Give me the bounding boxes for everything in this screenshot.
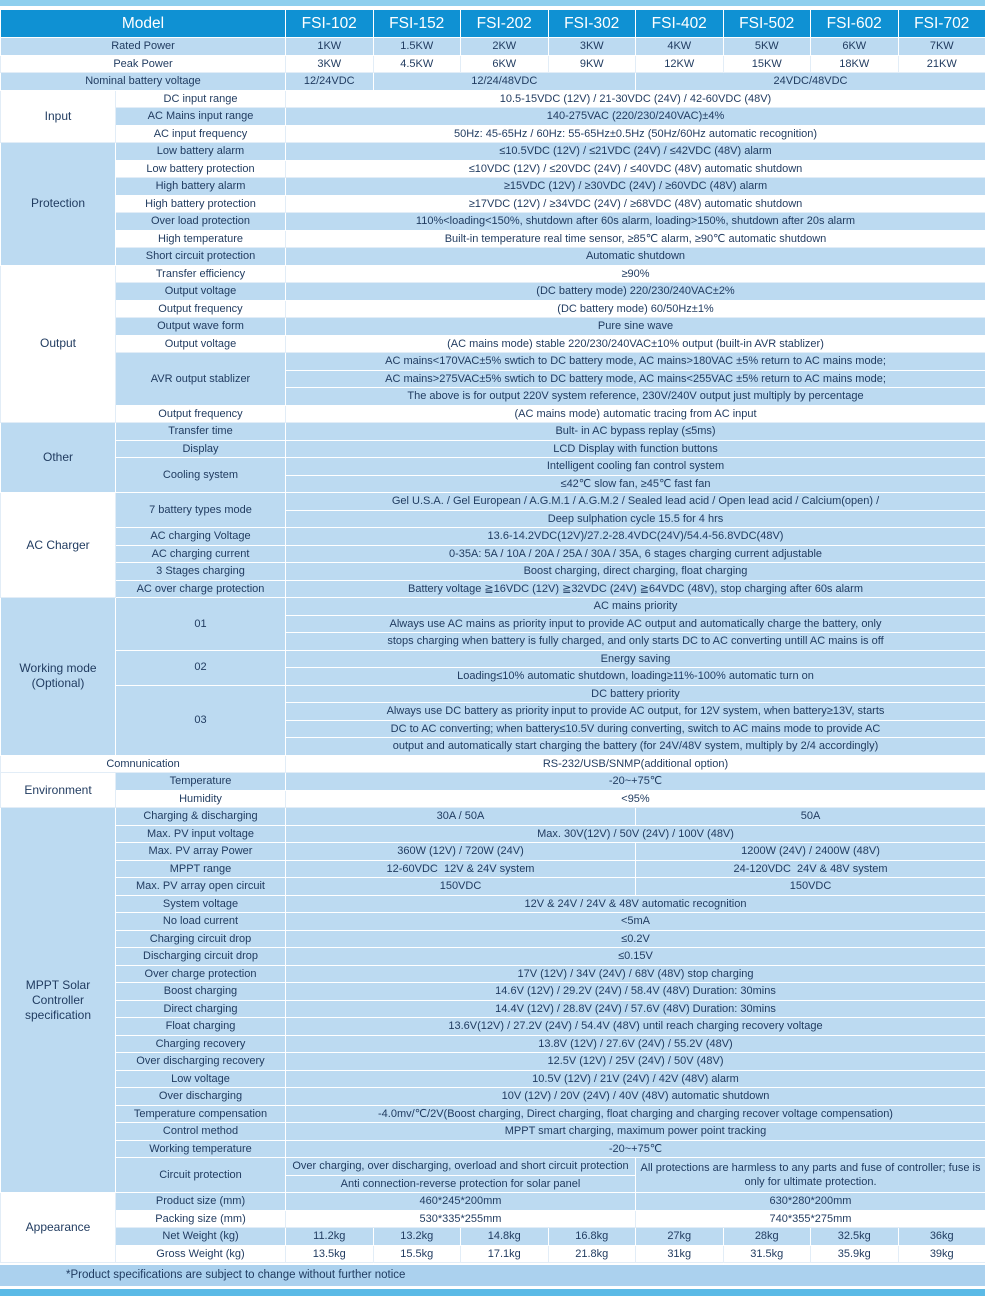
table-row [1,38,985,56]
value-cell: 14.6V (12V) / 29.2V (24V) / 58.4V (48V) Duration: 30mins [286,983,985,1001]
value-cell: Pure sine wave [286,318,985,336]
row-label: Boost charging [116,983,286,1001]
row-label: Short circuit protection [116,248,286,266]
row-label: AC over charge protection [116,580,286,598]
value-cell: 50Hz: 45-65Hz / 60Hz: 55-65Hz±0.5Hz (50Hz/60Hz automatic recognition) [286,125,985,143]
value-cell: 17V (12V) / 34V (24V) / 68V (48V) stop charging [286,965,985,983]
table-row [1,1053,985,1071]
table-row [1,878,985,896]
header-row [1,10,985,38]
value-cell: ≤10.5VDC (12V) / ≤21VDC (24V) / ≤42VDC (48V) alarm [286,143,985,161]
value-cell: 11.2kg [286,1228,374,1246]
table-row [1,213,985,231]
row-label: Net Weight (kg) [116,1228,286,1246]
row-label: AVR output stablizer [116,353,286,406]
value-cell: <5mA [286,913,985,931]
value-cell: 4KW [636,38,724,56]
value-cell: 12.5V (12V) / 25V (24V) / 50V (48V) [286,1053,985,1071]
value-cell: 10.5-15VDC (12V) / 21-30VDC (24V) / 42-60VDC (48V) [286,90,985,108]
row-label: High temperature [116,230,286,248]
value-cell: 36kg [898,1228,985,1246]
value-cell: 12KW [636,55,724,73]
row-label: High battery protection [116,195,286,213]
value-cell: 28kg [723,1228,811,1246]
value-cell: 35.9kg [811,1245,899,1263]
row-label: High battery alarm [116,178,286,196]
value-cell: 50A [636,808,985,826]
row-label: 02 [116,650,286,685]
value-cell: ≤42℃ slow fan, ≥45℃ fast fan [286,475,985,493]
value-cell: 9KW [548,55,636,73]
row-label: Max. PV array Power [116,843,286,861]
value-cell: Gel U.S.A. / Gel European / A.G.M.1 / A.G.M.2 / Sealed lead acid / Open lead acid / Calcium(open) / [286,493,985,511]
value-cell: 5KW [723,38,811,56]
value-cell: AC mains<170VAC±5% swtich to DC battery mode, AC mains>180VAC ±5% return to AC mains mode; [286,353,985,371]
table-row [1,440,985,458]
table-row [1,353,985,371]
row-label: 01 [116,598,286,651]
table-row [1,825,985,843]
value-cell: 530*335*255mm [286,1210,636,1228]
value-cell: All protections are harmless to any parts and fuse of controller; fuse is only for ultimate protection. [636,1158,985,1193]
table-row [1,773,985,791]
value-cell: DC battery priority [286,685,985,703]
value-cell: 10.5V (12V) / 21V (24V) / 42V (48V) alarm [286,1070,985,1088]
value-cell: ≤10VDC (12V) / ≤20VDC (24V) / ≤40VDC (48V) automatic shutdown [286,160,985,178]
value-cell: 13.5kg [286,1245,374,1263]
value-cell: -20~+75℃ [286,773,985,791]
table-row [1,1018,985,1036]
row-label: Comnunication [1,755,286,773]
row-label: AC charging current [116,545,286,563]
table-row [1,55,985,73]
value-cell: 39kg [898,1245,985,1263]
table-row [1,965,985,983]
value-cell: The above is for output 220V system reference, 230V/240V output just multiply by percentage [286,388,985,406]
table-row [1,1210,985,1228]
value-cell: 27kg [636,1228,724,1246]
row-label: Low battery protection [116,160,286,178]
table-row [1,178,985,196]
row-label: 3 Stages charging [116,563,286,581]
row-label: Charging & discharging [116,808,286,826]
top-accent-bar [0,0,985,6]
table-row [1,1035,985,1053]
value-cell: 2KW [461,38,549,56]
table-row [1,580,985,598]
table-row [1,1140,985,1158]
table-row [1,125,985,143]
value-cell: 17.1kg [461,1245,549,1263]
group-label: Input [1,90,116,143]
value-cell: 24VDC/48VDC [636,73,985,91]
table-row [1,493,985,511]
model-header-cell: FSI-152 [373,10,461,38]
value-cell: (DC battery mode) 220/230/240VAC±2% [286,283,985,301]
value-cell: 3KW [286,55,374,73]
value-cell: Built-in temperature real time sensor, ≥85℃ alarm, ≥90℃ automatic shutdown [286,230,985,248]
model-header-cell: FSI-502 [723,10,811,38]
row-label: Nominal battery voltage [1,73,286,91]
table-row [1,598,985,616]
group-label: Protection [1,143,116,266]
row-label: Over discharging [116,1088,286,1106]
row-label: No load current [116,913,286,931]
value-cell: ≥17VDC (12V) / ≥34VDC (24V) / ≥68VDC (48V) automatic shutdown [286,195,985,213]
table-row [1,73,985,91]
row-label: 7 battery types mode [116,493,286,528]
value-cell: 14.4V (12V) / 28.8V (24V) / 57.6V (48V) Duration: 30mins [286,1000,985,1018]
value-cell: 6KW [811,38,899,56]
row-label: Float charging [116,1018,286,1036]
value-cell: AC mains>275VAC±5% swtich to DC battery mode, AC mains<255VAC ±5% return to AC mains mode; [286,370,985,388]
row-label: Output voltage [116,283,286,301]
value-cell: 740*355*275mm [636,1210,985,1228]
row-label: Max. PV input voltage [116,825,286,843]
value-cell: 13.2kg [373,1228,461,1246]
row-label: Display [116,440,286,458]
value-cell: 4.5KW [373,55,461,73]
value-cell: 630*280*200mm [636,1193,985,1211]
value-cell: Intelligent cooling fan control system [286,458,985,476]
row-label: Low battery alarm [116,143,286,161]
value-cell: 1200W (24V) / 2400W (48V) [636,843,985,861]
row-label: Temperature [116,773,286,791]
row-label: Charging recovery [116,1035,286,1053]
table-row [1,405,985,423]
table-row [1,248,985,266]
table-row [1,1088,985,1106]
value-cell: (AC mains mode) stable 220/230/240VAC±10% output (built-in AVR stablizer) [286,335,985,353]
value-cell: stops charging when battery is fully charged, and only starts DC to AC converting untill AC mains is off [286,633,985,651]
value-cell: 7KW [898,38,985,56]
value-cell: 21KW [898,55,985,73]
row-label: System voltage [116,895,286,913]
row-label: DC input range [116,90,286,108]
value-cell: 15.5kg [373,1245,461,1263]
table-row [1,1105,985,1123]
table-row [1,90,985,108]
value-cell: 0-35A: 5A / 10A / 20A / 25A / 30A / 35A, 6 stages charging current adjustable [286,545,985,563]
row-label: Over charge protection [116,965,286,983]
value-cell: 12/24/48VDC [373,73,636,91]
row-label: Output frequency [116,405,286,423]
value-cell: Boost charging, direct charging, float charging [286,563,985,581]
table-row [1,1070,985,1088]
value-cell: 13.6V(12V) / 27.2V (24V) / 54.4V (48V) until reach charging recovery voltage [286,1018,985,1036]
value-cell: Max. 30V(12V) / 50V (24V) / 100V (48V) [286,825,985,843]
value-cell: Over charging, over discharging, overload and short circuit protection [286,1158,636,1176]
row-label: Over discharging recovery [116,1053,286,1071]
value-cell: ≤0.2V [286,930,985,948]
row-label: Over load protection [116,213,286,231]
table-row [1,808,985,826]
value-cell: Deep sulphation cycle 15.5 for 4 hrs [286,510,985,528]
table-row [1,983,985,1001]
table-row [1,685,985,703]
value-cell: 460*245*200mm [286,1193,636,1211]
value-cell: ≤0.15V [286,948,985,966]
value-cell: 12-60VDC 12V & 24V system [286,860,636,878]
value-cell: <95% [286,790,985,808]
spec-table-body [1,10,985,1263]
value-cell: 140-275VAC (220/230/240VAC)±4% [286,108,985,126]
table-row [1,1193,985,1211]
row-label: Transfer efficiency [116,265,286,283]
value-cell: 110%<loading<150%, shutdown after 60s alarm, loading>150%, shutdown after 20s alarm [286,213,985,231]
row-label: AC Mains input range [116,108,286,126]
value-cell: 13.8V (12V) / 27.6V (24V) / 55.2V (48V) [286,1035,985,1053]
row-label: 03 [116,685,286,755]
value-cell: 12/24VDC [286,73,374,91]
row-label: Discharging circuit drop [116,948,286,966]
row-label: Max. PV array open circuit [116,878,286,896]
row-label: Output wave form [116,318,286,336]
value-cell: 16.8kg [548,1228,636,1246]
value-cell: LCD Display with function buttons [286,440,985,458]
group-label: Appearance [1,1193,116,1263]
table-row [1,160,985,178]
table-row [1,563,985,581]
model-header-cell: FSI-302 [548,10,636,38]
value-cell: 24-120VDC 24V & 48V system [636,860,985,878]
value-cell: 10V (12V) / 20V (24V) / 40V (48V) automatic shutdown [286,1088,985,1106]
table-row [1,335,985,353]
value-cell: 1KW [286,38,374,56]
table-row [1,230,985,248]
value-cell: Automatic shutdown [286,248,985,266]
table-row [1,948,985,966]
value-cell: 31kg [636,1245,724,1263]
model-header-cell: FSI-402 [636,10,724,38]
table-row [1,860,985,878]
row-label: Transfer time [116,423,286,441]
row-label: Rated Power [1,38,286,56]
table-row [1,1245,985,1263]
row-label: MPPT range [116,860,286,878]
value-cell: -20~+75℃ [286,1140,985,1158]
value-cell: (AC mains mode) automatic tracing from AC input [286,405,985,423]
value-cell: (DC battery mode) 60/50Hz±1% [286,300,985,318]
table-row [1,265,985,283]
group-label: MPPT Solar Controller specification [1,808,116,1193]
table-row [1,545,985,563]
value-cell: Anti connection-reverse protection for solar panel [286,1175,636,1193]
value-cell: 15KW [723,55,811,73]
table-row [1,843,985,861]
value-cell: ≥90% [286,265,985,283]
row-label: Gross Weight (kg) [116,1245,286,1263]
value-cell: output and automatically start charging the battery (for 24V/48V system, multiply by 2/4 accordingly) [286,738,985,756]
table-row [1,423,985,441]
table-row [1,790,985,808]
value-cell: 14.8kg [461,1228,549,1246]
table-row [1,283,985,301]
row-label: Temperature compensation [116,1105,286,1123]
value-cell: AC mains priority [286,598,985,616]
value-cell: MPPT smart charging, maximum power point tracking [286,1123,985,1141]
row-label: Low voltage [116,1070,286,1088]
bottom-accent-bar [0,1289,985,1296]
row-label: Output frequency [116,300,286,318]
group-label: Environment [1,773,116,808]
value-cell: 21.8kg [548,1245,636,1263]
row-label: Output voltage [116,335,286,353]
value-cell: Loading≤10% automatic shutdown, loading≥11%-100% automatic turn on [286,668,985,686]
table-row [1,1000,985,1018]
value-cell: 150VDC [636,878,985,896]
model-header-cell: Model [1,10,286,38]
row-label: Control method [116,1123,286,1141]
model-header-cell: FSI-202 [461,10,549,38]
model-header-cell: FSI-602 [811,10,899,38]
table-row [1,458,985,476]
row-label: Peak Power [1,55,286,73]
row-label: Product size (mm) [116,1193,286,1211]
value-cell: Battery voltage ≧16VDC (12V) ≧32VDC (24V) ≧64VDC (48V), stop charging after 60s alarm [286,580,985,598]
row-label: AC charging Voltage [116,528,286,546]
value-cell: RS-232/USB/SNMP(additional option) [286,755,985,773]
value-cell: 150VDC [286,878,636,896]
table-row [1,1158,985,1176]
table-row [1,195,985,213]
value-cell: 1.5KW [373,38,461,56]
group-label: AC Charger [1,493,116,598]
table-row [1,108,985,126]
value-cell: 13.6-14.2VDC(12V)/27.2-28.4VDC(24V)/54.4-56.8VDC(48V) [286,528,985,546]
row-label: Charging circuit drop [116,930,286,948]
table-row [1,1228,985,1246]
value-cell: DC to AC converting; when battery≤10.5V during converting, switch to AC mains mode to provide AC [286,720,985,738]
value-cell: 18KW [811,55,899,73]
row-label: AC input frequency [116,125,286,143]
row-label: Humidity [116,790,286,808]
table-row [1,143,985,161]
value-cell: 360W (12V) / 720W (24V) [286,843,636,861]
value-cell: Energy saving [286,650,985,668]
model-header-cell: FSI-102 [286,10,374,38]
table-row [1,650,985,668]
value-cell: 32.5kg [811,1228,899,1246]
value-cell: Always use DC battery as priority input to provide AC output, for 12V system, when battery≥13V, starts [286,703,985,721]
table-row [1,528,985,546]
value-cell: ≥15VDC (12V) / ≥30VDC (24V) / ≥60VDC (48V) alarm [286,178,985,196]
value-cell: Always use AC mains as priority input to provide AC output and automatically charge the battery, only [286,615,985,633]
value-cell: 30A / 50A [286,808,636,826]
group-label: Working mode (Optional) [1,598,116,756]
row-label: Working temperature [116,1140,286,1158]
group-label: Output [1,265,116,423]
value-cell: 12V & 24V / 24V & 48V automatic recognition [286,895,985,913]
table-row [1,1123,985,1141]
row-label: Direct charging [116,1000,286,1018]
value-cell: -4.0mv/℃/2V(Boost charging, Direct charging, float charging and charging recover voltage compensation) [286,1105,985,1123]
table-row [1,300,985,318]
footer-note: *Product specifications are subject to change without further notice [0,1265,985,1286]
spec-table [0,9,985,1263]
model-header-cell: FSI-702 [898,10,985,38]
table-row [1,930,985,948]
value-cell: 3KW [548,38,636,56]
table-row [1,755,985,773]
value-cell: 6KW [461,55,549,73]
table-row [1,895,985,913]
value-cell: Bult- in AC bypass replay (≤5ms) [286,423,985,441]
row-label: Circuit protection [116,1158,286,1193]
row-label: Cooling system [116,458,286,493]
group-label: Other [1,423,116,493]
table-row [1,913,985,931]
value-cell: 31.5kg [723,1245,811,1263]
row-label: Packing size (mm) [116,1210,286,1228]
table-row [1,318,985,336]
